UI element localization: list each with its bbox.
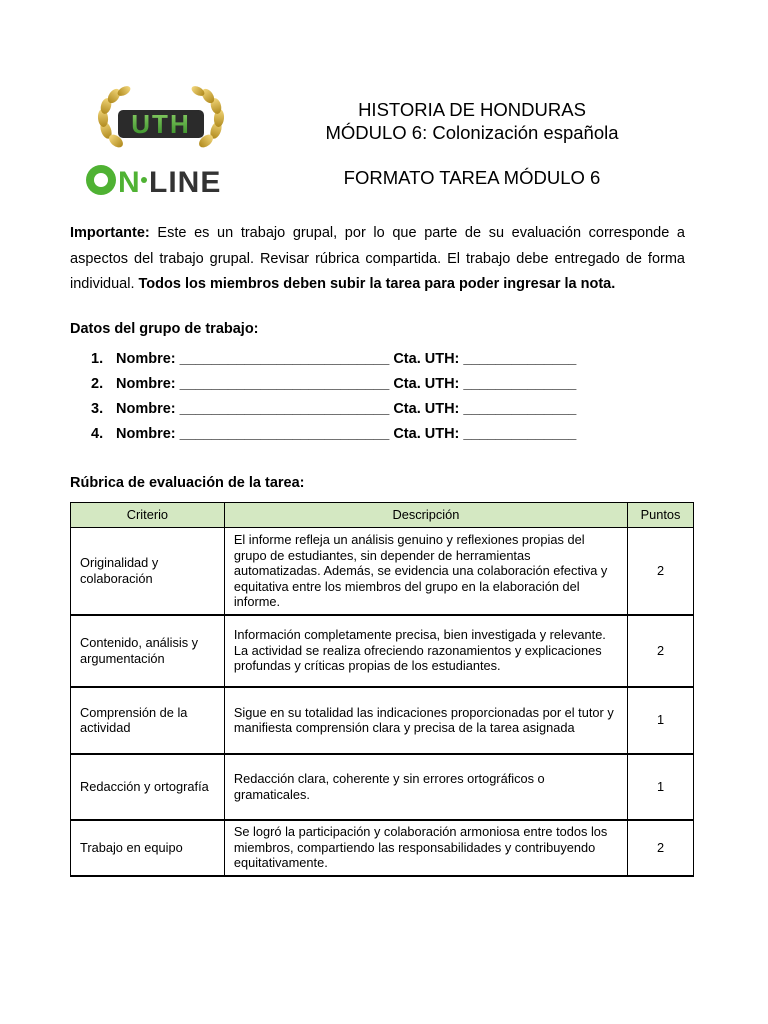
svg-text:LINE: LINE bbox=[149, 166, 222, 198]
row-criterio: Originalidad y colaboración bbox=[71, 528, 225, 615]
row-criterio: Redacción y ortografía bbox=[71, 754, 225, 820]
row-criterio: Trabajo en equipo bbox=[71, 820, 225, 876]
row-puntos: 1 bbox=[628, 687, 694, 754]
member-number: 2. bbox=[91, 376, 104, 392]
uth-online-logo-graphic bbox=[84, 86, 238, 198]
row-criterio: Contenido, análisis y argumentación bbox=[71, 615, 225, 687]
member-fields[interactable]: Nombre: __________________________ Cta. UTH: ______________ bbox=[116, 426, 577, 442]
header-descripcion: Descripción bbox=[224, 503, 627, 528]
row-puntos: 2 bbox=[628, 820, 694, 876]
rubric-row bbox=[71, 820, 694, 876]
member-item bbox=[91, 397, 576, 422]
header-puntos: Puntos bbox=[628, 503, 694, 528]
member-item bbox=[91, 422, 576, 447]
row-descripcion: Información completamente precisa, bien investigada y relevante. La actividad se realiza ofreciendo razonamientos y explicaciones profundas y críticas propias de los estudiantes. bbox=[224, 615, 627, 687]
rubric-table bbox=[70, 502, 694, 877]
row-criterio: Comprensión de la actividad bbox=[71, 687, 225, 754]
important-text: Este es un trabajo grupal, por lo que parte de su evaluación corresponde a aspectos del trabajo grupal. Revisar rúbrica compartida. El trabajo debe entregado de forma individual. bbox=[70, 225, 685, 292]
row-puntos: 2 bbox=[628, 528, 694, 615]
rubric-row bbox=[71, 615, 694, 687]
module-title: MÓDULO 6: Colonización española bbox=[325, 122, 619, 143]
rubric-row bbox=[71, 754, 694, 820]
header-criterio: Criterio bbox=[71, 503, 225, 528]
svg-text:N: N bbox=[118, 166, 140, 198]
member-fields[interactable]: Nombre: __________________________ Cta. UTH: ______________ bbox=[116, 401, 577, 417]
member-number: 1. bbox=[91, 351, 104, 367]
group-members-list bbox=[91, 347, 576, 447]
group-data-title: Datos del grupo de trabajo: bbox=[70, 321, 259, 337]
row-descripcion: Redacción clara, coherente y sin errores ortográficos o gramaticales. bbox=[224, 754, 627, 820]
svg-text:UTH: UTH bbox=[131, 109, 191, 139]
member-item bbox=[91, 347, 576, 372]
member-number: 4. bbox=[91, 426, 104, 442]
rubric-header-row bbox=[71, 503, 694, 528]
rubric-row bbox=[71, 528, 694, 615]
rubric-title: Rúbrica de evaluación de la tarea: bbox=[70, 475, 305, 491]
member-item bbox=[91, 372, 576, 397]
uth-online-logo bbox=[84, 86, 238, 198]
member-fields[interactable]: Nombre: __________________________ Cta. UTH: ______________ bbox=[116, 351, 577, 367]
online-wordmark bbox=[86, 165, 221, 198]
rubric-row bbox=[71, 687, 694, 754]
important-label: Importante: bbox=[70, 225, 150, 241]
row-descripcion: El informe refleja un análisis genuino y reflexiones propias del grupo de estudiantes, sin depender de herramientas automatizadas. Además, se evidencia una colaboración efectiva y equitativa entre los miembros del grupo en la elaboración del informe. bbox=[224, 528, 627, 615]
row-puntos: 2 bbox=[628, 615, 694, 687]
member-number: 3. bbox=[91, 401, 104, 417]
important-bold-text: Todos los miembros deben subir la tarea para poder ingresar la nota. bbox=[138, 276, 616, 292]
assignment-format-title: FORMATO TAREA MÓDULO 6 bbox=[343, 167, 601, 188]
row-descripcion: Se logró la participación y colaboración armoniosa entre todos los miembros, compartiendo las responsabilidades y contribuyendo equitativamente. bbox=[224, 820, 627, 876]
row-descripcion: Sigue en su totalidad las indicaciones proporcionadas por el tutor y manifiesta comprensión clara y precisa de la tarea asignada bbox=[224, 687, 627, 754]
member-fields[interactable]: Nombre: __________________________ Cta. UTH: ______________ bbox=[116, 376, 577, 392]
course-title: HISTORIA DE HONDURAS bbox=[358, 99, 586, 120]
row-puntos: 1 bbox=[628, 754, 694, 820]
important-notice bbox=[70, 221, 685, 298]
